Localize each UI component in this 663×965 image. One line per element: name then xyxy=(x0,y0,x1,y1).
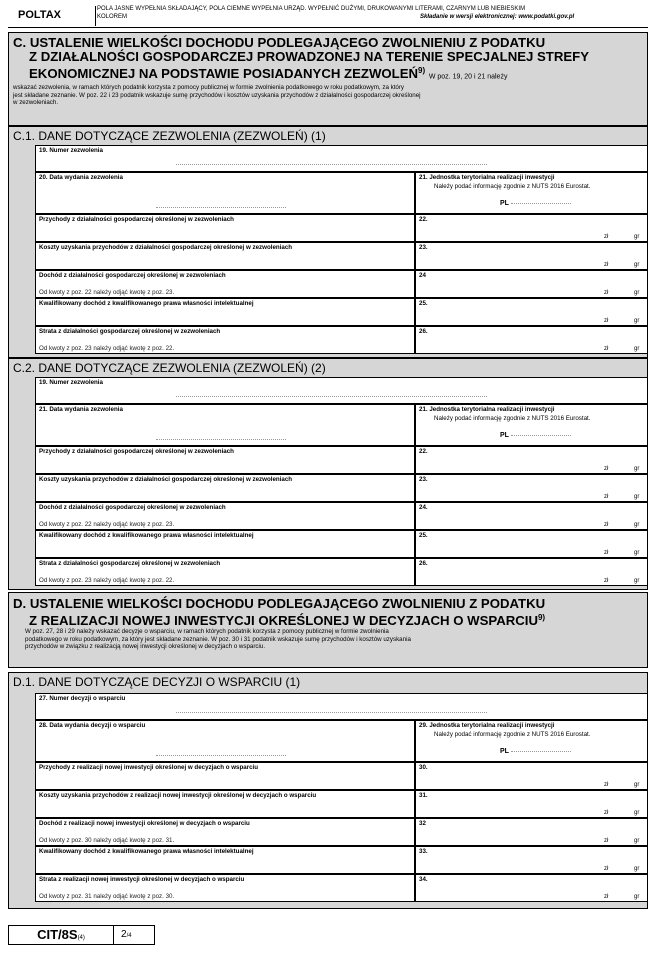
field-number: 24 xyxy=(419,272,426,279)
amount-label: Przychody z działalności gospodarczej określonej w zezwoleniach xyxy=(39,448,234,455)
subsection-c1 xyxy=(8,126,648,358)
form-version: (4) xyxy=(77,935,85,941)
subsection-c1-title: C.1. DANE DOTYCZĄCE ZEZWOLENIA (ZEZWOLEŃ) (1) xyxy=(13,129,326,143)
amount-label-cell xyxy=(35,762,415,790)
gr-unit: gr xyxy=(634,290,640,296)
fill-instructions-2: KOLOREM xyxy=(97,14,128,20)
field-number: 23. xyxy=(419,244,428,251)
gr-unit: gr xyxy=(634,466,640,472)
fill-instructions: POLA JASNE WYPEŁNIA SKŁADAJĄCY, POLA CIEMNE WYPEŁNIA URZĄD. WYPEŁNIĆ DUŻYMI, DRUKOWANYMI LITERAMI, CZARNYM LUB NIEBIESKIM xyxy=(97,6,526,12)
amount-label-cell xyxy=(35,846,415,874)
amount-label-cell xyxy=(35,790,415,818)
gr-unit: gr xyxy=(634,838,640,844)
subsection-d1-title: D.1. DANE DOTYCZĄCE DECYZJI O WSPARCIU (1) xyxy=(13,675,301,689)
zl-unit: zł xyxy=(604,234,609,240)
amount-field[interactable] xyxy=(415,530,648,558)
permit-date-field-2[interactable]: 21. Data wydania zezwolenia xyxy=(35,404,415,446)
gr-unit: gr xyxy=(634,810,640,816)
amount-label-cell xyxy=(35,270,415,298)
amount-field[interactable] xyxy=(415,874,648,902)
amount-label: Dochód z realizacji nowej inwestycji określonej w decyzjach o wsparciu xyxy=(39,820,250,827)
subsection-d1 xyxy=(8,672,648,909)
poltax-logo: POLTAX xyxy=(18,6,96,26)
field-number: 23. xyxy=(419,476,428,483)
gr-unit: gr xyxy=(634,262,640,268)
zl-unit: zł xyxy=(604,466,609,472)
amount-label: Strata z działalności gospodarczej określonej w zezwoleniach xyxy=(39,560,221,567)
gr-unit: gr xyxy=(634,234,640,240)
field-number: 26. xyxy=(419,328,428,335)
section-c-title: C. USTALENIE WIELKOŚCI DOCHODU PODLEGAJĄCEGO ZWOLNIENIU Z PODATKU Z DZIAŁALNOŚCI GOSPODARCZEJ PROWADZONEJ NA TERENIE SPECJALNEJ STREFY EKONOMICZNEJ NA PODSTAWIE POSIADANYCH ZEZWOLEŃ$^{9)}$ W poz. 19, 20 i 21 należy xyxy=(13,35,590,82)
gr-unit: gr xyxy=(634,346,640,352)
section-d-title: D. USTALENIE WIELKOŚCI DOCHODU PODLEGAJĄCEGO ZWOLNIENIU Z PODATKU Z REALIZACJI NOWEJ INWESTYCJI OKREŚLONEJ W DECYZJACH O WSPARCIU$^{9)}$ xyxy=(13,596,546,629)
zl-unit: zł xyxy=(604,550,609,556)
zl-unit: zł xyxy=(604,838,609,844)
field-number: 31. xyxy=(419,792,428,799)
amount-sub-note: Od kwoty z poz. 23 należy odjąć kwotę z poz. 22. xyxy=(39,344,175,352)
field-number: 34. xyxy=(419,876,428,883)
amount-field[interactable] xyxy=(415,474,648,502)
amount-field[interactable] xyxy=(415,446,648,474)
amount-label: Koszty uzyskania przychodów z realizacji nowej inwestycji określonej w decyzjach o wsparciu xyxy=(39,792,317,799)
amount-sub-note: Od kwoty z poz. 22 należy odjąć kwotę z poz. 23. xyxy=(39,288,175,296)
field-number: 26. xyxy=(419,560,428,567)
zl-unit: zł xyxy=(604,290,609,296)
amount-label-cell xyxy=(35,214,415,242)
form-name: CIT/8S xyxy=(37,927,78,942)
amount-field[interactable] xyxy=(415,790,648,818)
section-d-note: W poz. 27, 28 i 29 należy wskazać decyzje o wsparciu, w ramach których podatnik korzysta z pomocy publicznej w formie zwolnienia podatkowego w roku podatkowym, za który jest składane zeznanie. W poz. 30 i 31 podatnik wskazuje sumę przychodów i kosztów uzyskania przychodów w związku z realizacją nowej inwestycji określonej w decyzjach o wsparciu. xyxy=(25,628,411,651)
amount-label-cell xyxy=(35,874,415,902)
permit-date-field[interactable]: 20. Data wydania zezwolenia xyxy=(35,172,415,214)
zl-unit: zł xyxy=(604,522,609,528)
field-number: 22. xyxy=(419,216,428,223)
field-number: 25. xyxy=(419,532,428,539)
zl-unit: zł xyxy=(604,810,609,816)
zl-unit: zł xyxy=(604,782,609,788)
decision-number-field[interactable]: 27. Numer decyzji o wsparciu xyxy=(35,693,648,720)
gr-unit: gr xyxy=(634,782,640,788)
electronic-filing: Składanie w wersji elektronicznej: www.podatki.gov.pl xyxy=(420,14,575,20)
amount-sub-note: Od kwoty z poz. 30 należy odjąć kwotę z poz. 31. xyxy=(39,836,175,844)
field-number: 25. xyxy=(419,300,428,307)
amount-field[interactable] xyxy=(415,502,648,530)
amount-label: Kwalifikowany dochód z kwalifikowanego prawa własności intelektualnej xyxy=(39,532,254,539)
zl-unit: zł xyxy=(604,346,609,352)
section-c xyxy=(8,32,648,126)
amount-label-cell xyxy=(35,818,415,846)
zl-unit: zł xyxy=(604,578,609,584)
amount-field[interactable] xyxy=(415,242,648,270)
amount-sub-note: Od kwoty z poz. 23 należy odjąć kwotę z poz. 22. xyxy=(39,576,175,584)
amount-field[interactable] xyxy=(415,818,648,846)
gr-unit: gr xyxy=(634,866,640,872)
amount-field[interactable] xyxy=(415,326,648,354)
subsection-c2 xyxy=(8,358,648,590)
gr-unit: gr xyxy=(634,318,640,324)
amount-label-cell xyxy=(35,326,415,354)
amount-sub-note: Od kwoty z poz. 31 należy odjąć kwotę z poz. 30. xyxy=(39,892,175,900)
field-number: 24. xyxy=(419,504,428,511)
amount-label-cell xyxy=(35,298,415,326)
amount-label-cell xyxy=(35,530,415,558)
section-c-note: wskazać zezwolenia, w ramach których podatnik korzysta z pomocy publicznej w formie zwolnienia podatkowego w roku podatkowym, za który jest składane zeznanie. W poz. 22 i 23 podatnik wskazuje sumę przychodów i kosztów uzyskania przychodów z działalności gospodarczej określonej w zezwoleniach. xyxy=(13,84,421,107)
zl-unit: zł xyxy=(604,318,609,324)
permit-number-field[interactable]: 19. Numer zezwolenia xyxy=(35,145,648,172)
amount-field[interactable] xyxy=(415,298,648,326)
zl-unit: zł xyxy=(604,866,609,872)
gr-unit: gr xyxy=(634,894,640,900)
amount-label: Strata z działalności gospodarczej określonej w zezwoleniach xyxy=(39,328,221,335)
amount-field[interactable] xyxy=(415,846,648,874)
amount-label: Przychody z działalności gospodarczej określonej w zezwoleniach xyxy=(39,216,234,223)
zl-unit: zł xyxy=(604,494,609,500)
amount-label: Koszty uzyskania przychodów z działalności gospodarczej określonej w zezwoleniach xyxy=(39,476,293,483)
field-number: 30. xyxy=(419,764,428,771)
amount-field[interactable] xyxy=(415,558,648,586)
territorial-unit-field[interactable]: 21. Jednostka terytorialna realizacji inwestycji Należy podać informację zgodnie z NUTS 2016 Eurostat. PL xyxy=(415,172,648,214)
amount-label: Strata z realizacji nowej inwestycji określonej w decyzjach o wsparciu xyxy=(39,876,245,883)
amount-label-cell xyxy=(35,474,415,502)
amount-label-cell xyxy=(35,446,415,474)
amount-label: Dochód z działalności gospodarczej określonej w zezwoleniach xyxy=(39,504,226,511)
gr-unit: gr xyxy=(634,578,640,584)
form-id-box xyxy=(8,925,155,945)
amount-label: Dochód z działalności gospodarczej określonej w zezwoleniach xyxy=(39,272,226,279)
gr-unit: gr xyxy=(634,494,640,500)
amount-label: Koszty uzyskania przychodów z działalności gospodarczej określonej w zezwoleniach xyxy=(39,244,293,251)
amount-label: Przychody z realizacji nowej inwestycji określonej w decyzjach o wsparciu xyxy=(39,764,259,771)
territorial-unit-field-3[interactable]: 29. Jednostka terytorialna realizacji inwestycji Należy podać informację zgodnie z NUTS 2016 Eurostat. PL xyxy=(415,720,648,762)
amount-field[interactable] xyxy=(415,214,648,242)
field-number: 32 xyxy=(419,820,426,827)
amount-label: Kwalifikowany dochód z kwalifikowanego prawa własności intelektualnej xyxy=(39,300,254,307)
amount-field[interactable] xyxy=(415,270,648,298)
zl-unit: zł xyxy=(604,262,609,268)
field-number: 33. xyxy=(419,848,428,855)
field-number: 22. xyxy=(419,448,428,455)
zl-unit: zł xyxy=(604,894,609,900)
amount-label: Kwalifikowany dochód z kwalifikowanego prawa własności intelektualnej xyxy=(39,848,254,855)
gr-unit: gr xyxy=(634,550,640,556)
amount-label-cell xyxy=(35,502,415,530)
amount-label-cell xyxy=(35,242,415,270)
amount-sub-note: Od kwoty z poz. 22 należy odjąć kwotę z poz. 23. xyxy=(39,520,175,528)
section-d xyxy=(8,592,648,668)
decision-date-field[interactable]: 28. Data wydania decyzji o wsparciu xyxy=(35,720,415,762)
territorial-unit-field-2[interactable]: 21. Jednostka terytorialna realizacji inwestycji Należy podać informację zgodnie z NUTS 2016 Eurostat. PL xyxy=(415,404,648,446)
page-number: 2/4 xyxy=(121,929,132,940)
subsection-c2-title: C.2. DANE DOTYCZĄCE ZEZWOLENIA (ZEZWOLEŃ) (2) xyxy=(13,361,326,375)
permit-number-field-2[interactable]: 19. Numer zezwolenia xyxy=(35,377,648,404)
amount-field[interactable] xyxy=(415,762,648,790)
amount-label-cell xyxy=(35,558,415,586)
gr-unit: gr xyxy=(634,522,640,528)
